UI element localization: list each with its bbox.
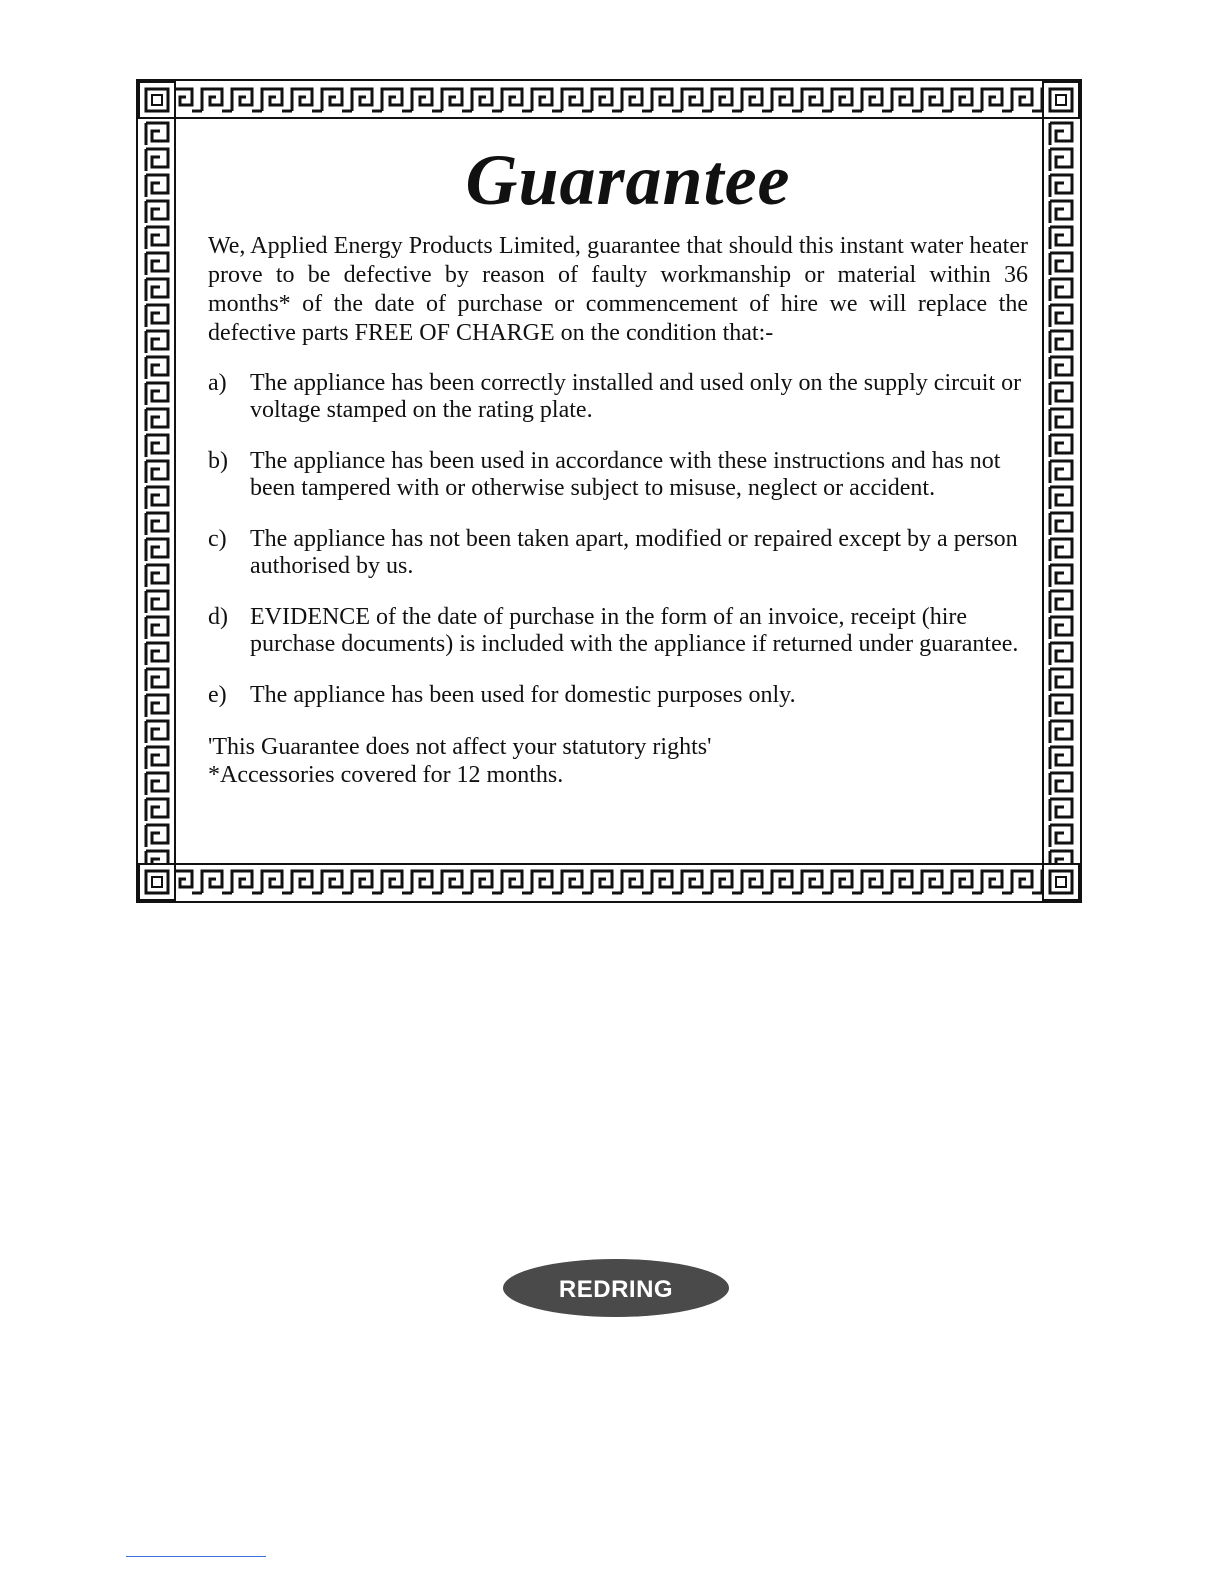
greek-key-border-left bbox=[138, 119, 176, 863]
condition-text: The appliance has been used for domestic purposes only. bbox=[250, 682, 796, 709]
condition-text: The appliance has been correctly installed and used only on the supply circuit or voltage stamped on the rating plate. bbox=[250, 370, 1022, 424]
greek-key-border-bottom bbox=[138, 863, 1080, 901]
greek-key-border-right bbox=[1042, 119, 1080, 863]
statutory-rights-note: 'This Guarantee does not affect your statutory rights' bbox=[208, 734, 712, 761]
guarantee-footnotes bbox=[208, 733, 1028, 789]
condition-letter: b) bbox=[208, 448, 228, 475]
condition-text: The appliance has not been taken apart, modified or repaired except by a person authorised by us. bbox=[250, 526, 1018, 580]
condition-b bbox=[208, 448, 1028, 502]
condition-letter: e) bbox=[208, 682, 227, 709]
condition-letter: a) bbox=[208, 370, 227, 397]
condition-a bbox=[208, 370, 1028, 424]
logo-text: REDRING bbox=[558, 1276, 674, 1303]
condition-c bbox=[208, 526, 1028, 580]
guarantee-intro: We, Applied Energy Products Limited, guarantee that should this instant water heater prove to be defective by reason of faulty workmanship or material within 36 months* of the date of purchase or commencement of hire we will replace the defective parts FREE OF CHARGE on the condition that:- bbox=[208, 233, 1028, 347]
condition-letter: d) bbox=[208, 604, 228, 631]
condition-letter: c) bbox=[208, 526, 227, 553]
greek-key-border-top bbox=[138, 81, 1080, 119]
redring-logo bbox=[502, 1258, 730, 1318]
condition-text: EVIDENCE of the date of purchase in the form of an invoice, receipt (hire purchase documents) is included with the appliance if returned under guarantee. bbox=[250, 604, 1019, 658]
bottom-underline bbox=[126, 1556, 266, 1557]
condition-e bbox=[208, 682, 1028, 709]
guarantee-frame bbox=[136, 79, 1082, 903]
conditions-list bbox=[208, 370, 1028, 709]
guarantee-title: Guarantee bbox=[465, 140, 791, 220]
condition-d bbox=[208, 604, 1028, 658]
condition-text: The appliance has been used in accordance with these instructions and has not been tampered with or otherwise subject to misuse, neglect or accident. bbox=[250, 448, 1001, 502]
guarantee-content bbox=[208, 141, 1028, 789]
accessories-note: *Accessories covered for 12 months. bbox=[208, 762, 564, 789]
